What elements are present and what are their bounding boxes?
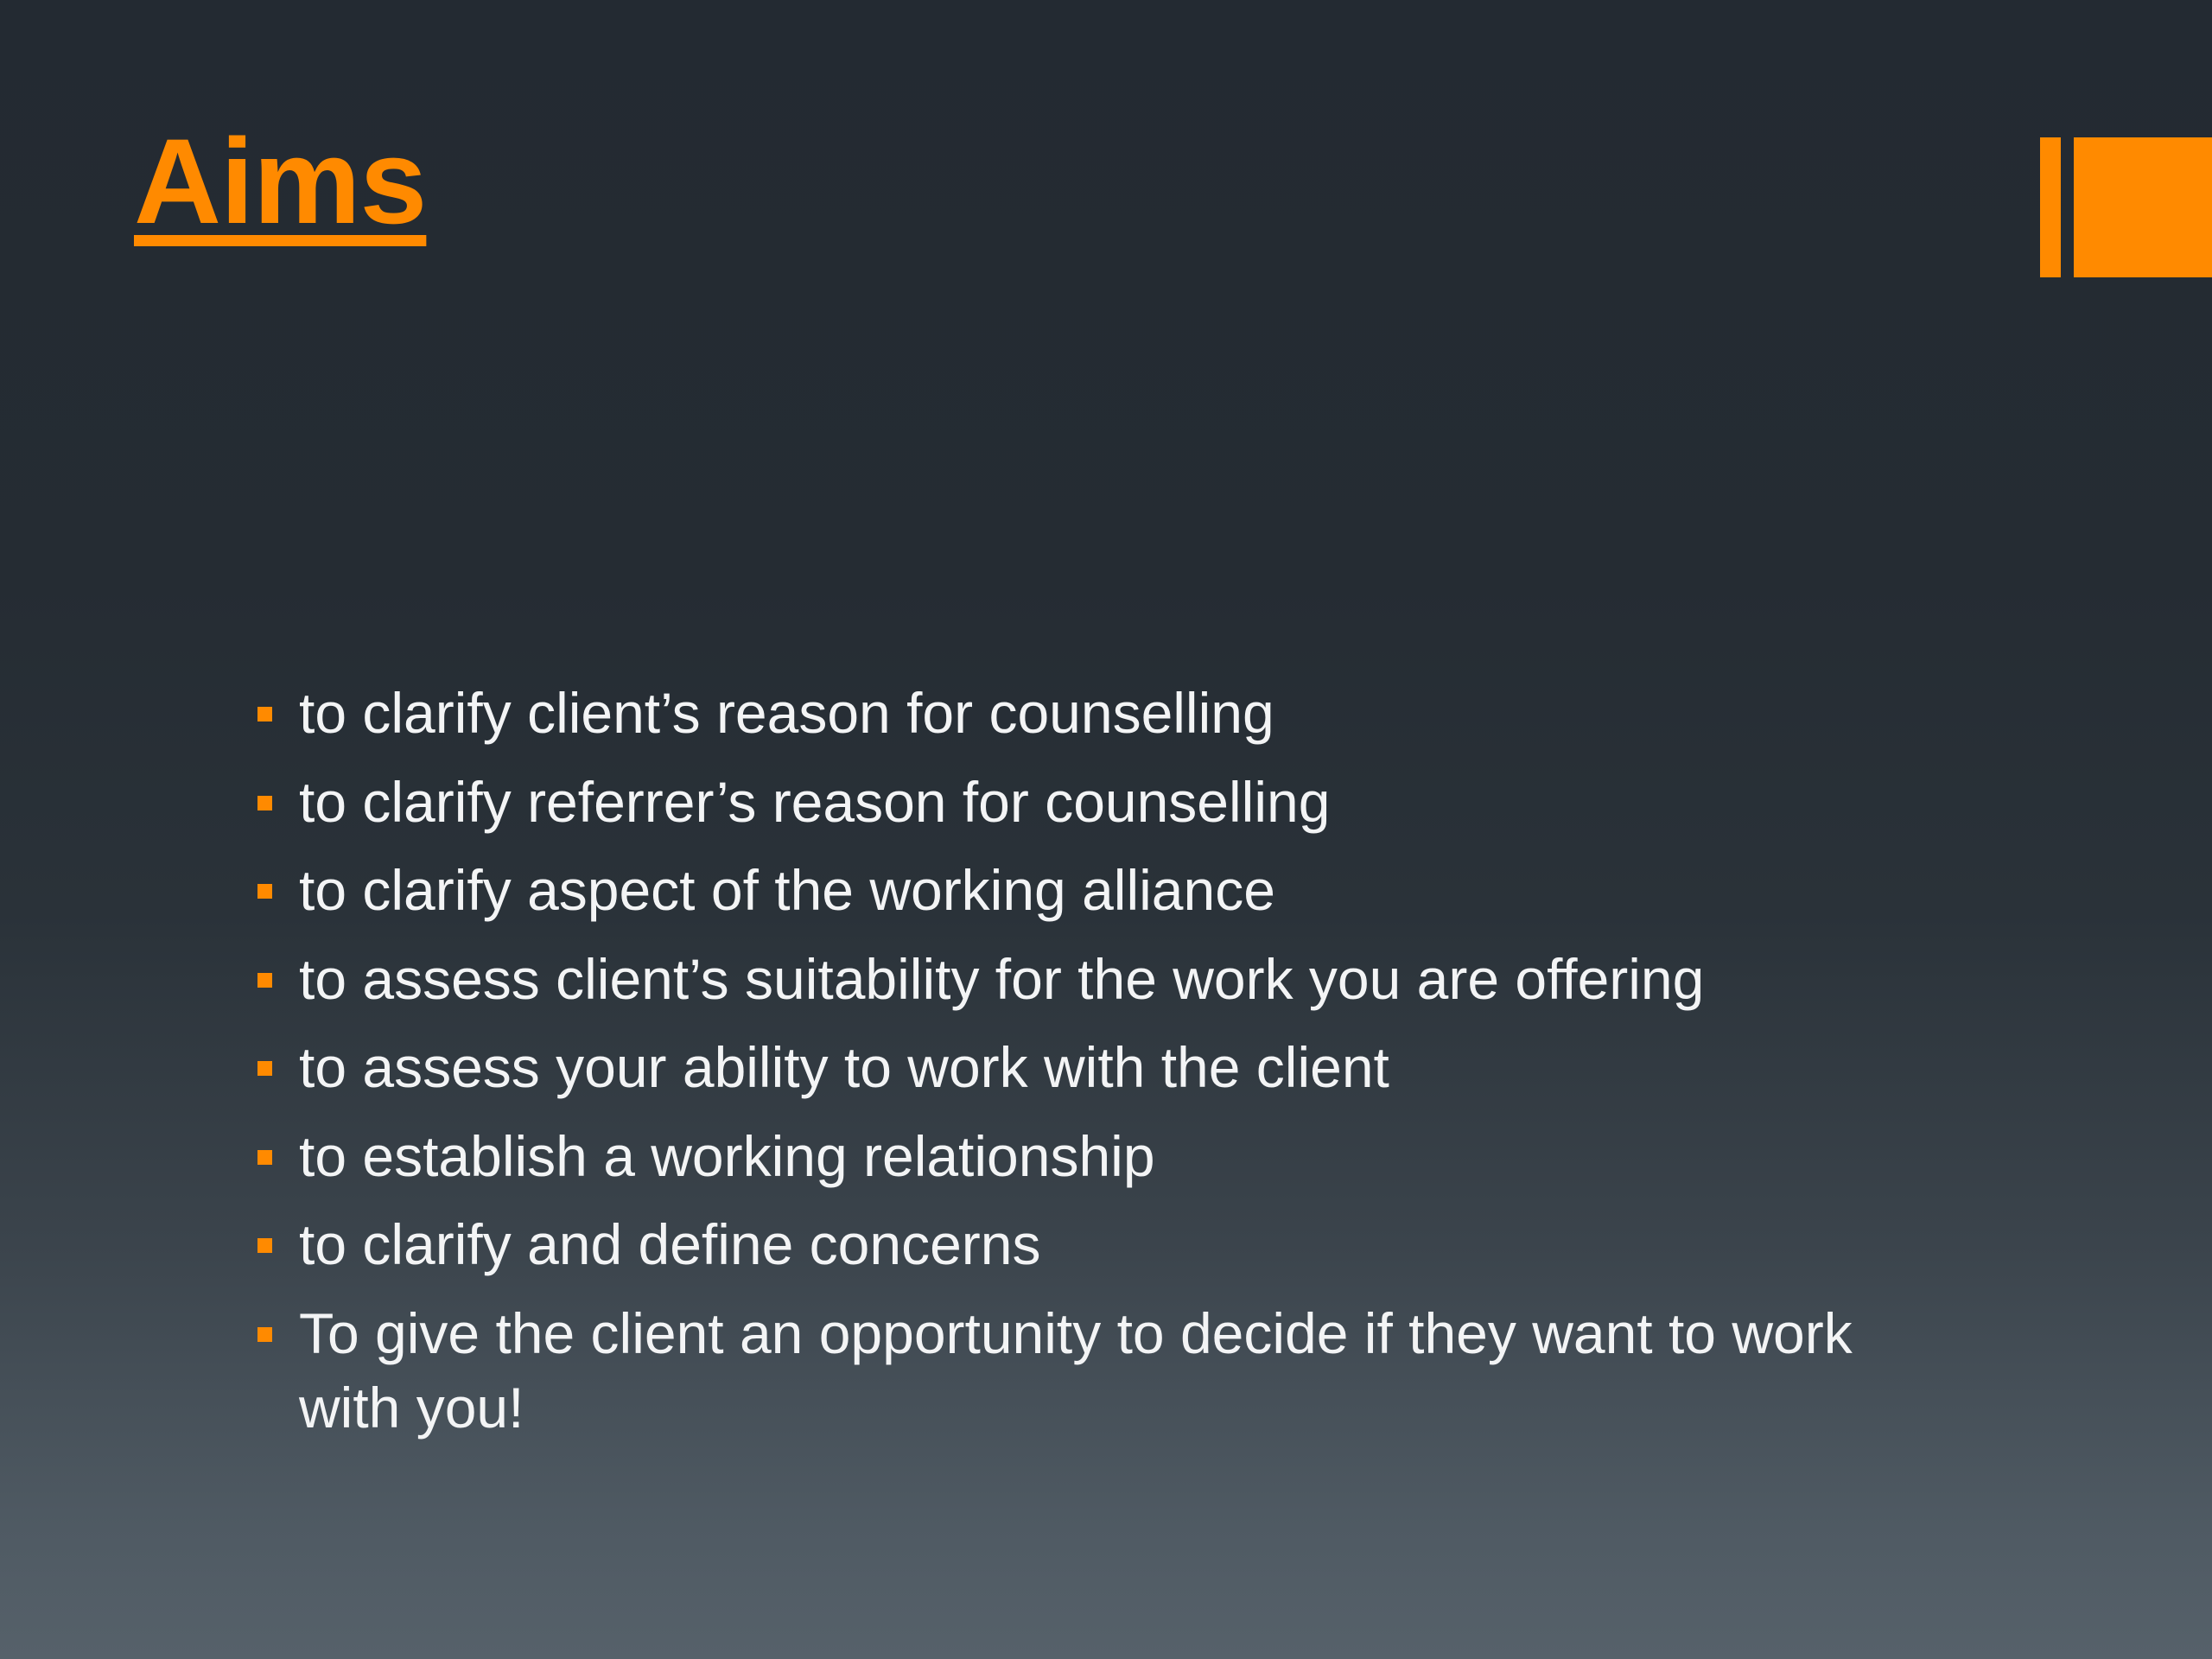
bullet-text: to assess your ability to work with the client: [299, 1035, 1389, 1099]
bullet-item: [257, 765, 1951, 839]
bullet-square-icon: [257, 1150, 272, 1165]
bullet-square-icon: [257, 1327, 272, 1342]
bullet-text: to clarify aspect of the working alliance: [299, 858, 1275, 922]
bullet-item: [257, 942, 1951, 1016]
accent-bar-block: [2074, 137, 2212, 277]
bullet-item: [257, 853, 1951, 927]
bullet-item: [257, 1296, 1941, 1445]
bullet-text: to assess client’s suitability for the work you are offering: [299, 946, 1705, 1011]
bullet-item: [257, 676, 1951, 750]
bullet-item: [257, 1119, 1951, 1193]
accent-bar-thin: [2040, 137, 2061, 277]
bullet-text: to clarify referrer’s reason for counselling: [299, 769, 1331, 834]
bullet-text: to clarify client’s reason for counselling: [299, 681, 1274, 745]
bullet-square-icon: [257, 796, 272, 810]
bullet-item: [257, 1030, 1951, 1104]
bullet-square-icon: [257, 1238, 272, 1253]
slide-title: Aims: [134, 113, 427, 249]
bullet-text: To give the client an opportunity to decide if they want to work with you!: [299, 1300, 1853, 1440]
bullet-text: to establish a working relationship: [299, 1123, 1155, 1188]
bullet-square-icon: [257, 884, 272, 899]
bullet-square-icon: [257, 1061, 272, 1076]
bullet-square-icon: [257, 707, 272, 721]
bullet-text: to clarify and define concerns: [299, 1212, 1041, 1276]
bullet-list: [257, 676, 1951, 1459]
bullet-square-icon: [257, 973, 272, 988]
bullet-item: [257, 1207, 1951, 1281]
